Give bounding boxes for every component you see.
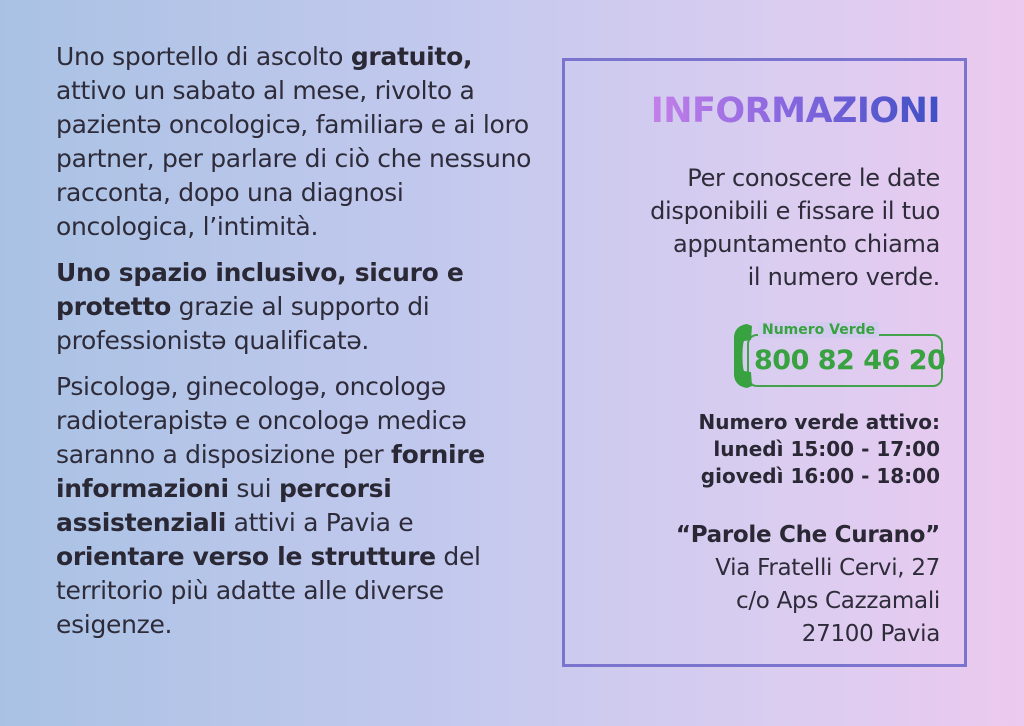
prof-text-3: attivi a Pavia e bbox=[226, 508, 414, 537]
intro-text-cont: attivo un sabato al mese, rivolto a pazientə oncologicə, familiarə e ai loro partner, per parlare di ciò che nessuno racconta, dopo una diagnosi oncologica, l’intimità. bbox=[56, 76, 532, 241]
intro-line: Per conoscere le date bbox=[687, 164, 940, 192]
intro-bold-gratuito: gratuito, bbox=[350, 42, 473, 71]
phone-label: Numero Verde bbox=[758, 322, 879, 338]
address-care-of: c/o Aps Cazzamali bbox=[736, 588, 940, 614]
info-title: INFORMAZIONI bbox=[650, 91, 940, 131]
intro-line: disponibili e fissare il tuo bbox=[650, 197, 940, 225]
prof-text-2: sui bbox=[228, 474, 279, 503]
opening-hours bbox=[570, 409, 940, 490]
space-text: grazie al supporto di professionistə qualificatə. bbox=[56, 292, 430, 355]
info-intro bbox=[570, 162, 940, 294]
address-city: 27100 Pavia bbox=[801, 621, 940, 647]
prof-bold-3: orientare verso le strutture bbox=[56, 542, 436, 571]
hours-thursday: giovedì 16:00 - 18:00 bbox=[700, 464, 940, 488]
paragraph-space bbox=[56, 256, 546, 358]
hours-heading: Numero verde attivo: bbox=[698, 410, 940, 434]
space-bold: Uno spazio inclusivo, sicuro e protetto bbox=[56, 258, 464, 321]
intro-line: appuntamento chiama bbox=[673, 230, 940, 258]
description-column bbox=[56, 40, 546, 654]
prof-bold-2: percorsi assistenziali bbox=[56, 474, 392, 537]
address-block bbox=[570, 519, 940, 651]
paragraph-intro bbox=[56, 40, 546, 244]
phone-number[interactable]: 800 82 46 20 bbox=[754, 345, 946, 376]
info-panel bbox=[562, 58, 967, 667]
intro-text: Uno sportello di ascolto bbox=[56, 42, 351, 71]
prof-bold-1: fornire informazioni bbox=[56, 440, 485, 503]
toll-free-number-badge[interactable] bbox=[731, 320, 948, 393]
intro-line: il numero verde. bbox=[747, 263, 940, 291]
address-street: Via Fratelli Cervi, 27 bbox=[715, 555, 940, 581]
paragraph-professionals bbox=[56, 370, 546, 642]
prof-text-1: Psicologə, ginecologə, oncologə radioterapistə e oncologə medicə saranno a disposizione per bbox=[56, 372, 467, 469]
organization-name: “Parole Che Curano” bbox=[675, 522, 940, 548]
hours-monday: lunedì 15:00 - 17:00 bbox=[713, 437, 940, 461]
prof-text-4: del territorio più adatte alle diverse esigenze. bbox=[56, 542, 481, 639]
